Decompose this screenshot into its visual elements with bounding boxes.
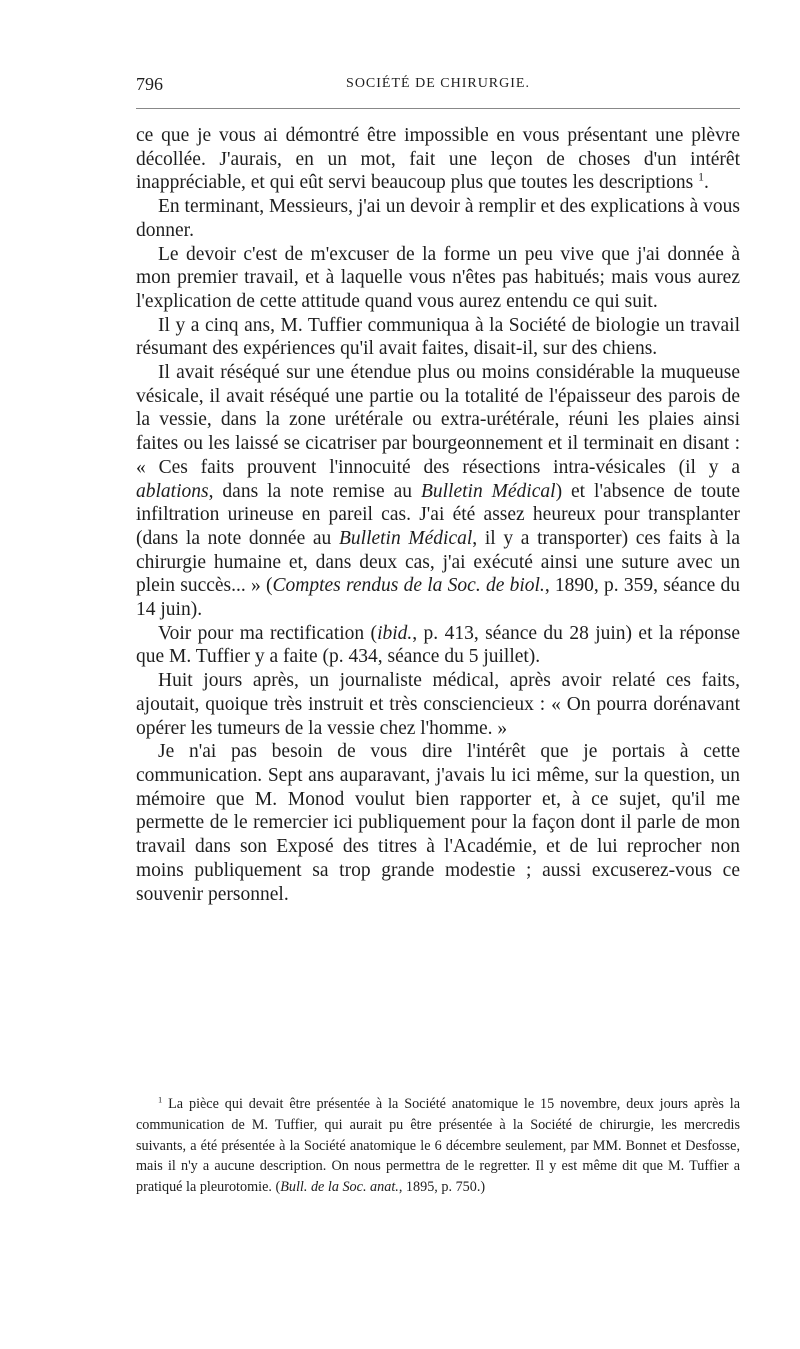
italic-text: ablations: [136, 480, 209, 502]
italic-text: Bulletin Médical: [338, 527, 473, 549]
paragraph: [136, 622, 740, 669]
paragraph: [136, 314, 740, 361]
footnotes: [136, 1094, 740, 1198]
italic-text: ibid.: [377, 622, 413, 644]
text-run: ce que je vous ai démontré être impossible en vous présentant une plèvre décollée. J'aurais, en un mot, fait une leçon de choses d'un intérêt inappréciable, et qui eût servi beaucoup plus que toutes les descriptions: [136, 125, 740, 194]
paragraph: [136, 361, 740, 622]
body-text: [136, 124, 740, 906]
running-title: SOCIÉTÉ DE CHIRURGIE.: [346, 76, 530, 91]
text-run: Il avait réséqué sur une étendue plus ou moins considérable la muqueuse vésicale, il avait réséqué une partie ou la totalité de l'épaisseur des parois de la vessie, dans la zone urétérale ou extra-urétérale, réuni les plaies ainsi faites ou les laissé se cicatriser par bourgeonnement et il terminait en disant : « Ces faits prouvent l'innocuité des résections intra-vésicales (il y a: [136, 362, 740, 478]
page-number: 796: [136, 74, 163, 94]
footnote: [136, 1094, 740, 1198]
text-run: , dans la note remise au: [208, 480, 421, 502]
text-run: .: [703, 172, 709, 194]
text-run: Voir pour ma rectification (: [158, 622, 378, 644]
italic-text: Bull. de la Soc. anat.: [280, 1179, 399, 1196]
page-header: [136, 74, 740, 102]
text-run: Il y a cinq ans, M. Tuffier communiqua à la Société de biologie un travail résumant des expériences qu'il avait faites, disait-il, sur des chiens.: [136, 314, 740, 360]
italic-text: Bulletin Médical: [420, 480, 556, 502]
paragraph: [136, 243, 740, 314]
text-run: , 1890, p. 359, séance du 14 juin).: [136, 575, 740, 621]
text-run: Huit jours après, un journaliste médical, après avoir relaté ces faits, ajoutait, quoique très instruit et très consciencieux : « On pourra dorénavant opérer les tumeurs de la vessie chez l'homme. »: [136, 670, 740, 739]
text-run: ) et l'absence de toute infiltration urineuse en pareil cas. J'ai été assez heureux pour transplanter (dans la note donnée au: [136, 480, 740, 549]
text-run: , p. 413, séance du 28 juin) et la réponse que M. Tuffier y a faite (p. 434, séance du 5 juillet).: [136, 622, 740, 668]
text-run: Le devoir c'est de m'excuser de la forme un peu vive que j'ai donnée à mon premier travail, et à laquelle vous n'êtes pas habitués; mais vous aurez l'explication de cette attitude quand vous aurez entendu ce qui suit.: [136, 243, 740, 312]
text-run: , 1895, p. 750.): [398, 1179, 486, 1196]
paragraph: [136, 740, 740, 906]
text-run: , il y a transporter) ces faits à la chirurgie humaine et, dans deux cas, j'ai exécuté ainsi une suture avec un plein succès... » (: [136, 527, 740, 597]
paragraph: [136, 195, 740, 242]
header-rule: [136, 108, 740, 109]
footnote-marker: 1: [698, 170, 704, 184]
text-run: La pièce qui devait être présentée à la Société anatomique le 15 novembre, deux jours après la communication de M. Tuffier, qui aurait pu être présentée à la Société de chirurgie, les mercredis suivants, a été présentée à la Société anatomique le 6 décembre seulement, par MM. Bonnet et Desfosse, mais il n'y a aucune description. On nous permettra de le regretter. Il y est même dit que M. Tuffier a pratiqué la pleurotomie. (: [136, 1096, 740, 1196]
paragraph: [136, 124, 740, 195]
text-run: En terminant, Messieurs, j'ai un devoir à remplir et des explications à vous donner.: [136, 196, 740, 241]
text-run: Je n'ai pas besoin de vous dire l'intérêt que je portais à cette communication. Sept ans auparavant, j'avais lu ici même, sur la question, un mémoire que M. Monod voulut bien rapporter et, à ce sujet, qu'il me permette de le remercier ici publiquement pour la façon dont il parle de mon travail dans son Exposé des titres à l'Académie, et de lui reprocher non moins publiquement sa trop grande modestie ; aussi excuserez-vous ce souvenir personnel.: [136, 741, 740, 905]
paragraph: [136, 669, 740, 740]
footnote-marker: 1: [158, 1094, 163, 1105]
italic-text: Comptes rendus de la Soc. de biol.: [272, 575, 545, 597]
